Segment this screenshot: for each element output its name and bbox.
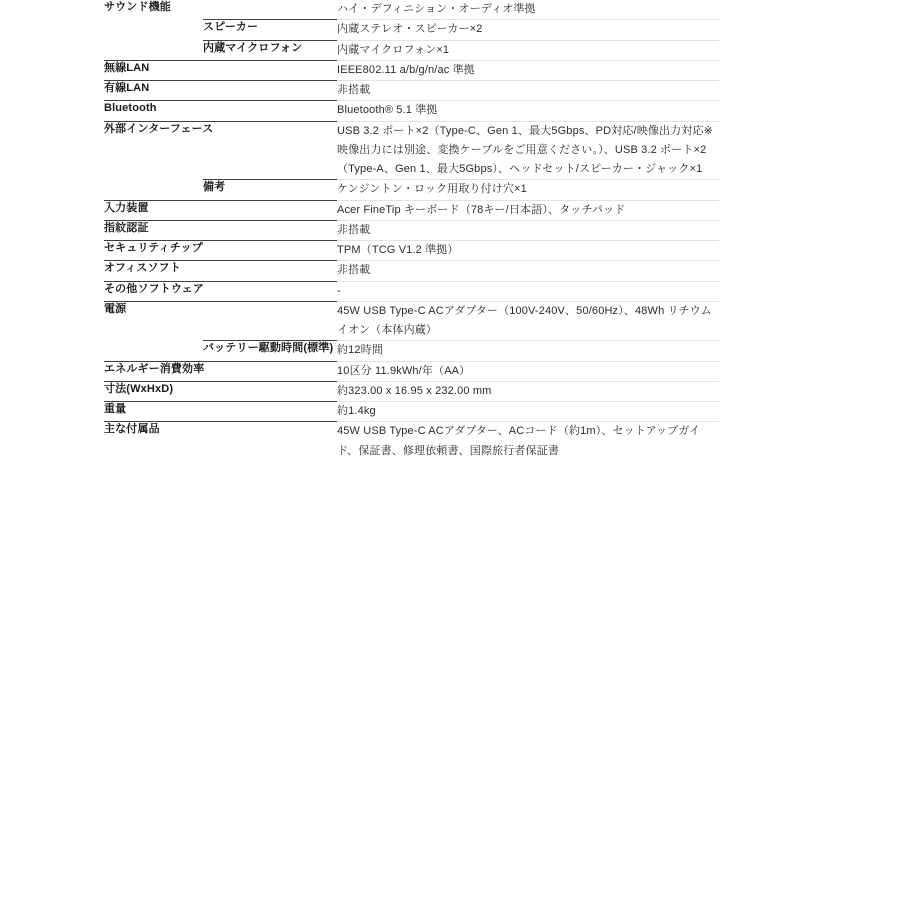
- table-row: [104, 200, 719, 220]
- row-label-sound: サウンド機能: [104, 1, 171, 13]
- row-label-accessories: 主な付属品: [104, 422, 337, 461]
- table-row: [104, 241, 719, 261]
- table-row: [104, 101, 719, 121]
- row-sublabel-internal-microphone: 内蔵マイクロフォン: [203, 40, 337, 60]
- row-label-wireless-lan: 無線LAN: [104, 60, 337, 80]
- row-value-bluetooth: Bluetooth® 5.1 準拠: [337, 101, 719, 121]
- row-label-security-chip: セキュリティチップ: [104, 241, 337, 261]
- row-value-fingerprint: 非搭載: [337, 220, 719, 240]
- table-row: [104, 20, 719, 40]
- row-label-power: 電源: [104, 301, 337, 341]
- row-label-weight: 重量: [104, 402, 337, 422]
- row-value-speaker: 内蔵ステレオ・スピーカー×2: [337, 20, 719, 40]
- row-indent-spacer: [104, 20, 203, 40]
- row-indent-spacer: [104, 40, 203, 60]
- table-row: [104, 121, 719, 180]
- row-value-battery-life: 約12時間: [337, 341, 719, 361]
- table-row: [104, 361, 719, 381]
- row-value-wireless-lan: IEEE802.11 a/b/g/n/ac 準拠: [337, 60, 719, 80]
- row-value-internal-microphone: 内蔵マイクロフォン×1: [337, 40, 719, 60]
- row-value-security-chip: TPM（TCG V1.2 準拠）: [337, 241, 719, 261]
- row-value-external-interface: USB 3.2 ポート×2（Type-C、Gen 1、最大5Gbps、PD対応/映像出力対応※映像出力には別途、変換ケーブルをご用意ください。）、USB 3.2 ポート×2（Type-A、Gen 1、最大5Gbps）、ヘッドセット/スピーカー・ジャック×1: [337, 121, 719, 180]
- specification-table: [104, 0, 719, 461]
- row-label-other-software: その他ソフトウェア: [104, 281, 337, 301]
- table-row: [104, 402, 719, 422]
- row-label-external-interface: 外部インターフェース: [104, 121, 337, 180]
- row-value-accessories: 45W USB Type-C ACアダプター、ACコード（約1m）、セットアップガイド、保証書、修理依頼書、国際旅行者保証書: [337, 422, 719, 461]
- row-indent-spacer: [104, 180, 203, 200]
- table-row: [104, 341, 719, 361]
- row-value-power: 45W USB Type-C ACアダプター（100V-240V、50/60Hz）、48Wh リチウムイオン（本体内蔵）: [337, 301, 719, 341]
- table-row: [104, 301, 719, 341]
- table-row: [104, 0, 719, 20]
- row-value-sound: ハイ・デフィニション・オーディオ準拠: [337, 3, 536, 15]
- row-value-dimensions: 約323.00 x 16.95 x 232.00 mm: [337, 381, 719, 401]
- table-row: [104, 180, 719, 200]
- row-value-other-software: -: [337, 281, 719, 301]
- table-row: [104, 220, 719, 240]
- table-row: [104, 422, 719, 461]
- table-row: [104, 60, 719, 80]
- row-label-wired-lan: 有線LAN: [104, 81, 337, 101]
- row-label-fingerprint: 指紋認証: [104, 220, 337, 240]
- row-sublabel-external-interface-note: 備考: [203, 180, 337, 200]
- row-label-energy-efficiency: エネルギー消費効率: [104, 361, 337, 381]
- row-value-weight: 約1.4kg: [337, 402, 719, 422]
- row-value-energy-efficiency: 10区分 11.9kWh/年（AA）: [337, 361, 719, 381]
- table-row: [104, 381, 719, 401]
- row-value-external-interface-note: ケンジントン・ロック用取り付け穴×1: [337, 180, 719, 200]
- row-label-bluetooth: Bluetooth: [104, 101, 337, 121]
- row-indent-spacer: [104, 341, 203, 361]
- table-row: [104, 81, 719, 101]
- specification-table-body: [104, 0, 719, 461]
- row-sublabel-speaker: スピーカー: [203, 20, 337, 40]
- row-label-dimensions: 寸法(WxHxD): [104, 381, 337, 401]
- row-sublabel-battery-life: バッテリー駆動時間(標準): [203, 341, 337, 361]
- row-value-wired-lan: 非搭載: [337, 81, 719, 101]
- table-row: [104, 40, 719, 60]
- table-row: [104, 261, 719, 281]
- row-label-office-software: オフィスソフト: [104, 261, 337, 281]
- table-row: [104, 281, 719, 301]
- row-value-input-device: Acer FineTip キーボード（78キー/日本語）、タッチパッド: [337, 200, 719, 220]
- row-value-office-software: 非搭載: [337, 261, 719, 281]
- row-label-input-device: 入力装置: [104, 200, 337, 220]
